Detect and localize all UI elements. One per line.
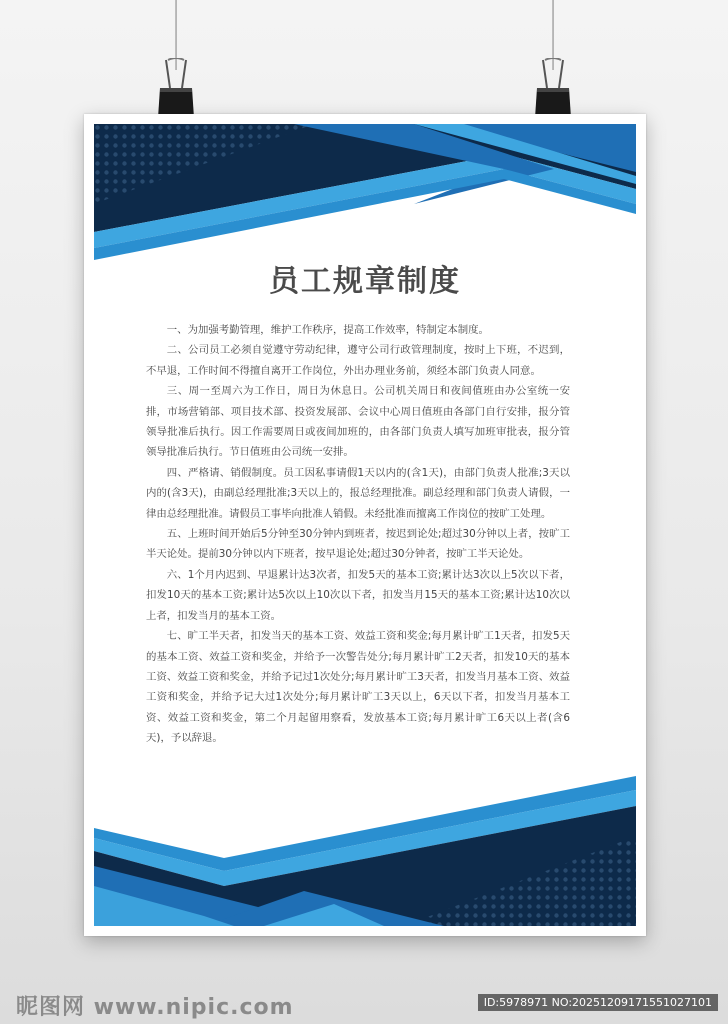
regulation-body: [146, 320, 570, 749]
watermark-logo-text: 昵图网 www.nipic.com: [16, 995, 294, 1020]
regulation-paragraph-1: 一、为加强考勤管理，维护工作秩序，提高工作效率，特制定本制度。: [166, 324, 489, 336]
binder-clip-left-icon: [156, 58, 196, 120]
regulation-paragraph-3: 三、周一至周六为工作日，周日为休息日。公司机关周日和夜间值班由办公室统一安排，市场营销部、项目技术部、投资发展部、会议中心周日值班由各部门自行安排，报分管领导批准后执行。因工作需要周日或夜间加班的，由各部门负责人填写加班审批表，报分管领导批准后执行。节日值班由公司统一安排。: [146, 385, 570, 459]
regulation-paragraph-2: 二、公司员工必须自觉遵守劳动纪律，遵守公司行政管理制度，按时上下班，不迟到，不早退，工作时间不得擅自离开工作岗位，外出办理业务前，须经本部门负责人同意。: [146, 344, 570, 377]
binder-clip-right-icon: [533, 58, 573, 120]
regulation-paragraph-4: 四、严格请、销假制度。员工因私事请假1天以内的(含1天)，由部门负责人批准;3天以内的(含3天)，由副总经理批准;3天以上的，报总经理批准。副总经理和部门负责人请假，一律由总经理批准。请假员工事毕向批准人销假。未经批准而擅离工作岗位的按旷工处理。: [146, 466, 570, 520]
watermark-id-label: ID:5978971 NO:20251209171551027101: [478, 994, 718, 1011]
regulation-paragraph-5: 五、上班时间开始后5分钟至30分钟内到班者，按迟到论处;超过30分钟以上者，按旷工半天论处。提前30分钟以内下班者，按早退论处;超过30分钟者，按旷工半天论处。: [146, 528, 570, 561]
poster-top-decoration: [84, 114, 646, 264]
regulation-paragraph-7: 七、旷工半天者，扣发当天的基本工资、效益工资和奖金;每月累计旷工1天者，扣发5天的基本工资、效益工资和奖金，并给予一次警告处分;每月累计旷工2天者，扣发10天的基本工资、效益工资和奖金，并给予记过1次处分;每月累计旷工3天者，扣发当月基本工资、效益工资和奖金，并给予记大过1次处分;每月累计旷工3天以上，6天以下者，扣发当月基本工资、效益工资和奖金，第二个月起留用察看，发放基本工资;每月累计旷工6天以上者(含6天)，予以辞退。: [146, 630, 570, 745]
regulation-paragraph-6: 六、1个月内迟到、早退累计达3次者，扣发5天的基本工资;累计达3次以上5次以下者，扣发10天的基本工资;累计达5次以上10次以下者，扣发当月15天的基本工资;累计达10次以上者，扣发当月的基本工资。: [146, 568, 570, 622]
site-watermark: [0, 984, 728, 1024]
poster-title: 员工规章制度: [269, 264, 461, 299]
poster-sheet: [84, 114, 646, 936]
poster-bottom-decoration: [84, 776, 646, 936]
